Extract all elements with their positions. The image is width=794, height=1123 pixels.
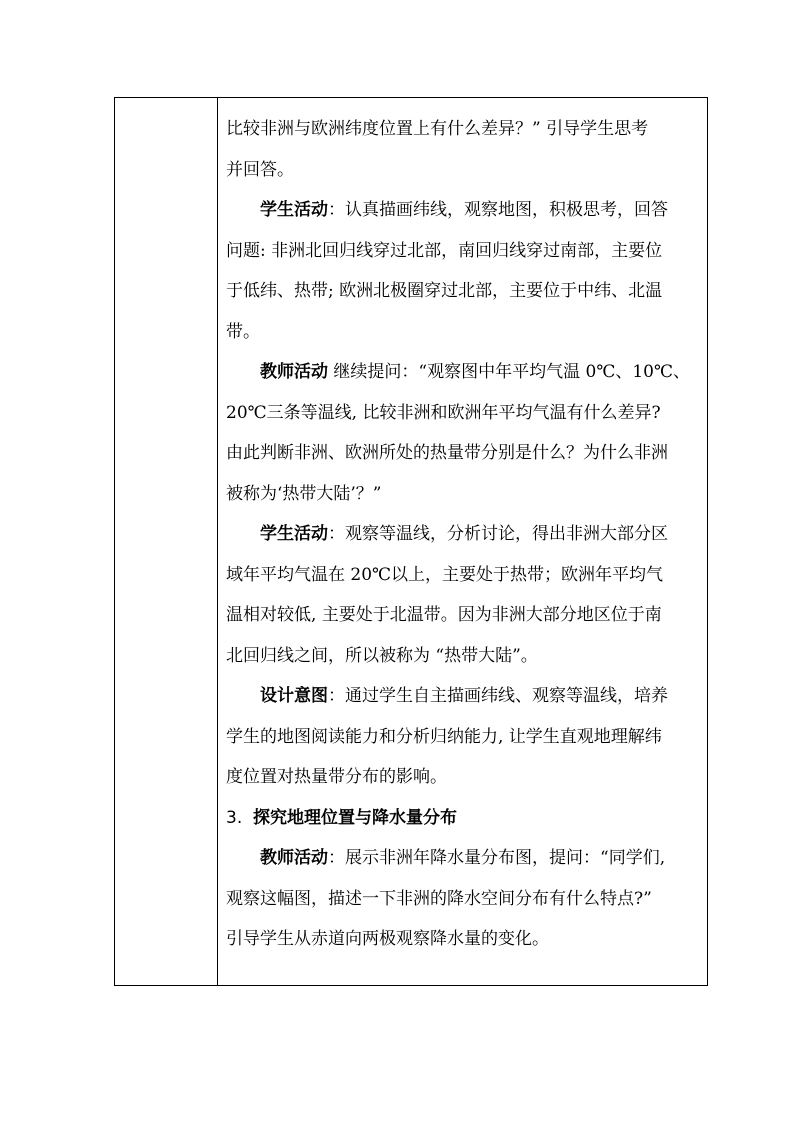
text-line: 温相对较低, 主要处于北温带。因为非洲大部分地区位于南 — [226, 605, 662, 625]
paragraph-student-activity — [226, 190, 704, 352]
text-line: 比较非洲与欧洲纬度位置上有什么差异？” 引导学生思考 — [226, 119, 649, 139]
text-line: 并回答。 — [226, 159, 294, 180]
paragraph-label: 设计意图 — [260, 686, 328, 706]
paragraph-label: 学生活动 — [260, 524, 328, 544]
lesson-content-cell — [226, 98, 704, 960]
text-line: 域年平均气温在 20℃以上，主要处于热带；欧洲年平均气 — [226, 564, 664, 585]
paragraph-design-intent — [226, 676, 704, 798]
text-line — [226, 676, 704, 717]
paragraph-teacher-activity — [226, 352, 704, 514]
column-divider — [217, 98, 218, 985]
text-line: 被称为‘热带大陆’？” — [226, 483, 382, 504]
text-line: 于低纬、热带; 欧洲北极圈穿过北部，主要位于中纬、北温 — [226, 281, 663, 301]
text-line: 带。 — [226, 321, 260, 342]
paragraph-continuation — [226, 109, 704, 190]
section-heading — [226, 798, 704, 839]
section-number: 3. — [226, 807, 243, 828]
paragraph-text: ：认真描画纬线，观察地图，积极思考，回答 — [328, 200, 668, 220]
text-line: 问题: 非洲北回归线穿过北部，南回归线穿过南部，主要位 — [226, 240, 663, 261]
paragraph-text: ：观察等温线，分析讨论，得出非洲大部分区 — [328, 524, 668, 544]
paragraph-label: 教师活动 — [260, 848, 328, 868]
paragraph-student-activity — [226, 514, 704, 676]
paragraph-teacher-activity — [226, 838, 704, 960]
lesson-table — [114, 97, 708, 986]
text-line: 20℃三条等温线, 比较非洲和欧洲年平均气温有什么差异? — [226, 402, 661, 423]
text-line — [226, 838, 704, 879]
paragraph-text: ：展示非洲年降水量分布图，提问：“同学们, — [328, 848, 666, 868]
text-line: 引导学生从赤道向两极观察降水量的变化。 — [226, 929, 549, 949]
text-line — [226, 352, 704, 393]
text-line: 北回归线之间，所以被称为 “热带大陆”。 — [226, 645, 538, 666]
text-line — [226, 514, 704, 555]
text-line: 学生的地图阅读能力和分析归纳能力, 让学生直观地理解纬 — [226, 726, 662, 747]
paragraph-text: 继续提问：“观察图中年平均气温 0℃、10℃、 — [328, 362, 690, 382]
text-line — [226, 798, 704, 839]
paragraph-text: ：通过学生自主描画纬线、观察等温线，培养 — [328, 686, 668, 706]
text-line: 观察这幅图，描述一下非洲的降水空间分布有什么特点?” — [226, 888, 652, 909]
paragraph-label: 学生活动 — [260, 200, 328, 220]
text-line: 度位置对热量带分布的影响。 — [226, 767, 447, 787]
text-line — [226, 190, 704, 231]
text-line: 由此判断非洲、欧洲所处的热量带分别是什么？为什么非洲 — [226, 443, 668, 463]
paragraph-label: 教师活动 — [260, 362, 328, 382]
section-title: 探究地理位置与降水量分布 — [253, 807, 458, 828]
